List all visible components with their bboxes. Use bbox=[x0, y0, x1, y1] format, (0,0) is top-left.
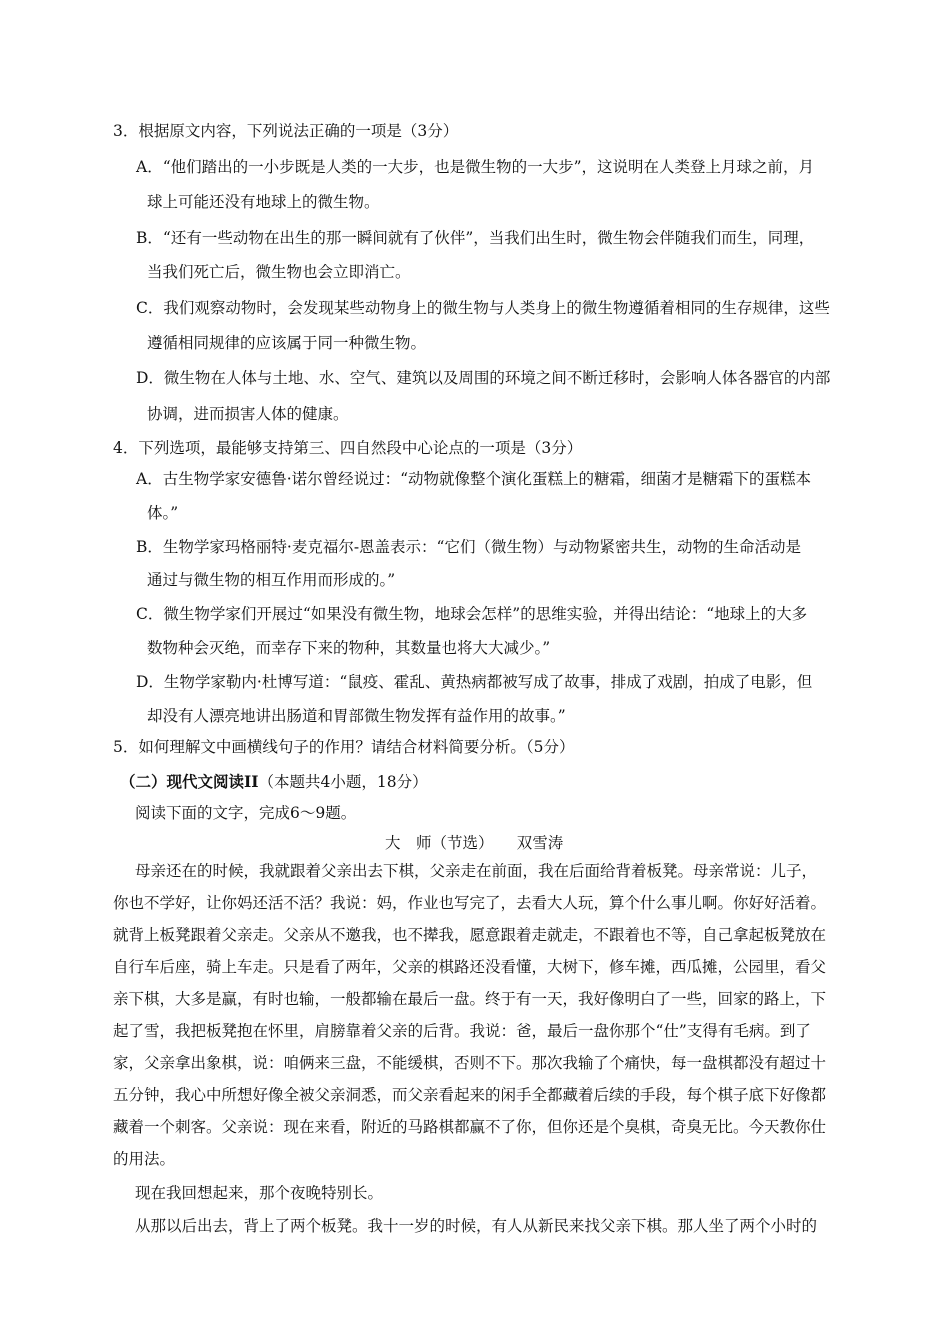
question-4-option-c-cont: 数物种会灭绝，而幸存下来的物种，其数量也将大大减少。” bbox=[147, 639, 551, 657]
story-p3: 从那以后出去，背上了两个板凳。我十一岁的时候，有人从新民来找父亲下棋。那人坐了两个小时的 bbox=[135, 1217, 818, 1235]
story-p1-line-9: 藏着一个刺客。父亲说：现在来看，附近的马路棋都赢不了你，但你还是个臭棋，奇臭无比。今天教你仕 bbox=[113, 1118, 827, 1136]
question-3-stem: 3．根据原文内容，下列说法正确的一项是（3分） bbox=[113, 122, 459, 140]
question-4-option-c: C．微生物学家们开展过“如果没有微生物，地球会怎样”的思维实验，并得出结论：“地球上的大多 bbox=[136, 605, 808, 623]
question-3-option-d-cont: 协调，进而损害人体的健康。 bbox=[147, 405, 349, 423]
question-3-option-a-cont: 球上可能还没有地球上的微生物。 bbox=[147, 193, 380, 211]
question-3-option-a: A．“他们踏出的一小步既是人类的一大步，也是微生物的一大步”，这说明在人类登上月球之前，月 bbox=[136, 158, 815, 176]
question-4-option-a-cont: 体。” bbox=[147, 504, 179, 522]
question-4-stem: 4．下列选项，最能够支持第三、四自然段中心论点的一项是（3分） bbox=[113, 439, 583, 457]
section-heading-bold: （二）现代文阅读II bbox=[120, 772, 259, 791]
story-p1-line-7: 家，父亲拿出象棋，说：咱俩来三盘，不能缓棋，否则不下。那次我输了个痛快，每一盘棋都没有超过十 bbox=[113, 1054, 827, 1072]
question-3-option-d: D．微生物在人体与土地、水、空气、建筑以及周围的环境之间不断迁移时，会影响人体各器官的内部 bbox=[136, 369, 831, 387]
question-4-option-d-cont: 却没有人漂亮地讲出肠道和胃部微生物发挥有益作用的故事。” bbox=[147, 707, 566, 725]
question-3-option-c: C．我们观察动物时，会发现某些动物身上的微生物与人类身上的微生物遵循着相同的生存规律，这些 bbox=[136, 299, 830, 317]
section-heading bbox=[120, 772, 428, 792]
question-3-option-b: B．“还有一些动物在出生的那一瞬间就有了伙伴”，当我们出生时，微生物会伴随我们而生，同理， bbox=[136, 229, 815, 247]
story-p1-line-8: 五分钟，我心中所想好像全被父亲洞悉，而父亲看起来的闲手全都藏着后续的手段，每个棋子底下好像都 bbox=[113, 1086, 827, 1104]
section-heading-rest: （本题共4小题，18分） bbox=[258, 773, 428, 791]
story-p1-line-5: 亲下棋，大多是赢，有时也输，一般都输在最后一盘。终于有一天，我好像明白了一些，回家的路上，下 bbox=[113, 990, 827, 1008]
story-p1-line-10: 的用法。 bbox=[113, 1150, 176, 1168]
story-p1-line-3: 就背上板凳跟着父亲走。父亲从不邀我，也不撵我，愿意跟着走就走，不跟着也不等，自己拿起板凳放在 bbox=[113, 926, 827, 944]
passage-title: 大 师（节选） 双雪涛 bbox=[385, 834, 564, 852]
question-5-stem: 5．如何理解文中画横线句子的作用？请结合材料简要分析。（5分） bbox=[113, 738, 575, 756]
question-4-option-d: D．生物学家勒内·杜博写道：“鼠疫、霍乱、黄热病都被写成了故事，排成了戏剧，拍成了电影，但 bbox=[136, 673, 813, 691]
story-p1-line-4: 自行车后座，骑上车走。只是看了两年，父亲的棋路还没看懂，大树下，修车摊，西瓜摊，公园里，看父 bbox=[113, 958, 827, 976]
question-4-option-b-cont: 通过与微生物的相互作用而形成的。” bbox=[147, 571, 396, 589]
story-p1-line-1: 母亲还在的时候，我就跟着父亲出去下棋，父亲走在前面，我在后面给背着板凳。母亲常说：儿子， bbox=[135, 862, 818, 880]
question-4-option-a: A．古生物学家安德鲁·诺尔曾经说过：“动物就像整个演化蛋糕上的糖霜，细菌才是糖霜下的蛋糕本 bbox=[136, 470, 812, 488]
story-p1-line-6: 起了雪，我把板凳抱在怀里，肩膀靠着父亲的后背。我说：爸，最后一盘你那个“仕”支得有毛病。到了 bbox=[113, 1022, 811, 1040]
story-p1-line-2: 你也不学好，让你妈还活不活？我说：妈，作业也写完了，去看大人玩，算个什么事儿啊。你好好活着。 bbox=[113, 894, 827, 912]
story-p2: 现在我回想起来，那个夜晚特别长。 bbox=[135, 1184, 384, 1202]
reading-instruction: 阅读下面的文字，完成6～9题。 bbox=[135, 804, 357, 822]
question-3-option-b-cont: 当我们死亡后，微生物也会立即消亡。 bbox=[147, 263, 411, 281]
question-3-option-c-cont: 遵循相同规律的应该属于同一种微生物。 bbox=[147, 334, 427, 352]
question-4-option-b: B．生物学家玛格丽特·麦克福尔-恩盖表示：“它们（微生物）与动物紧密共生，动物的生命活动是 bbox=[136, 538, 801, 556]
